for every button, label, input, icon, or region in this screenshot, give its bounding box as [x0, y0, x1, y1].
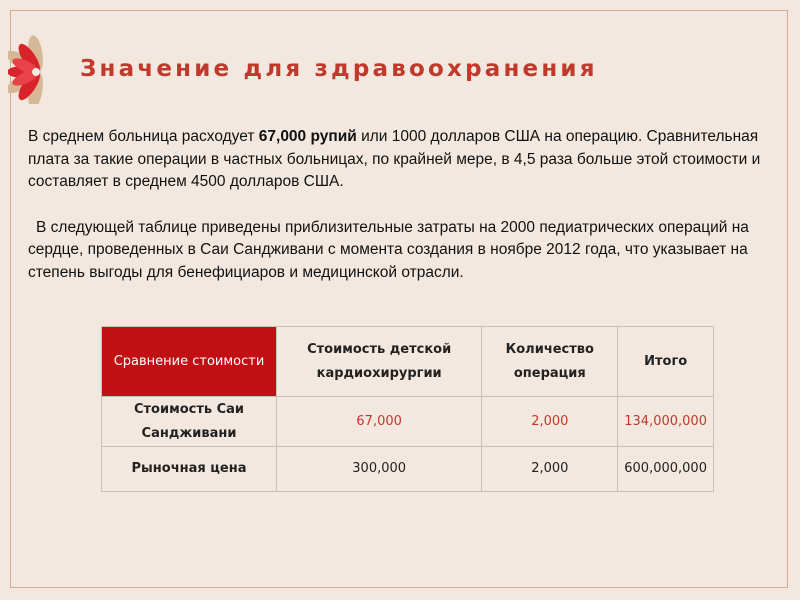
- table-header-cell: Сравнение стоимости: [102, 327, 277, 397]
- table-cell: 67,000: [277, 397, 482, 447]
- paragraph-2: В следующей таблице приведены приблизительные затраты на 2000 педиатрических операций на сердце, проведенных в Саи Сандживани с момента создания в ноябре 2012 года, что указывает на степень выгоды для бенефициаров и медицинской отрасли.: [28, 218, 749, 281]
- table-cell: 600,000,000: [618, 447, 714, 492]
- cost-comparison-table: [101, 326, 714, 492]
- table-header-row: [102, 327, 714, 397]
- table-row-label: Стоимость Саи Сандживани: [102, 397, 277, 447]
- paragraph-1-bold-amount: 67,000 рупий: [258, 128, 357, 145]
- table-header-cell: Количество операция: [482, 327, 618, 397]
- paragraph-1-start: В среднем больница расходует: [28, 128, 259, 145]
- table-row: [102, 397, 714, 447]
- table-cell: 2,000: [482, 397, 618, 447]
- slide-frame: [10, 10, 788, 588]
- table-cell: 300,000: [277, 447, 482, 492]
- page-title: Значение для здравоохранения: [80, 56, 598, 82]
- table-cell: 2,000: [482, 447, 618, 492]
- paragraph-1: [28, 126, 778, 194]
- table-header-cell: Итого: [618, 327, 714, 397]
- table-cell: 134,000,000: [618, 397, 714, 447]
- table-row: [102, 447, 714, 492]
- body-text: [28, 126, 778, 284]
- table-header-cell: Стоимость детской кардиохирургии: [277, 327, 482, 397]
- lotus-logo-icon: [8, 34, 68, 104]
- paragraph-1-rest: или 1000 долларов США на операцию. Сравнительная плата за такие операции в частных больницах, по крайней мере, в 4,5 раза больше этой стоимости и составляет в среднем 4500 долларов США.: [28, 128, 761, 190]
- table-row-label: Рыночная цена: [102, 447, 277, 492]
